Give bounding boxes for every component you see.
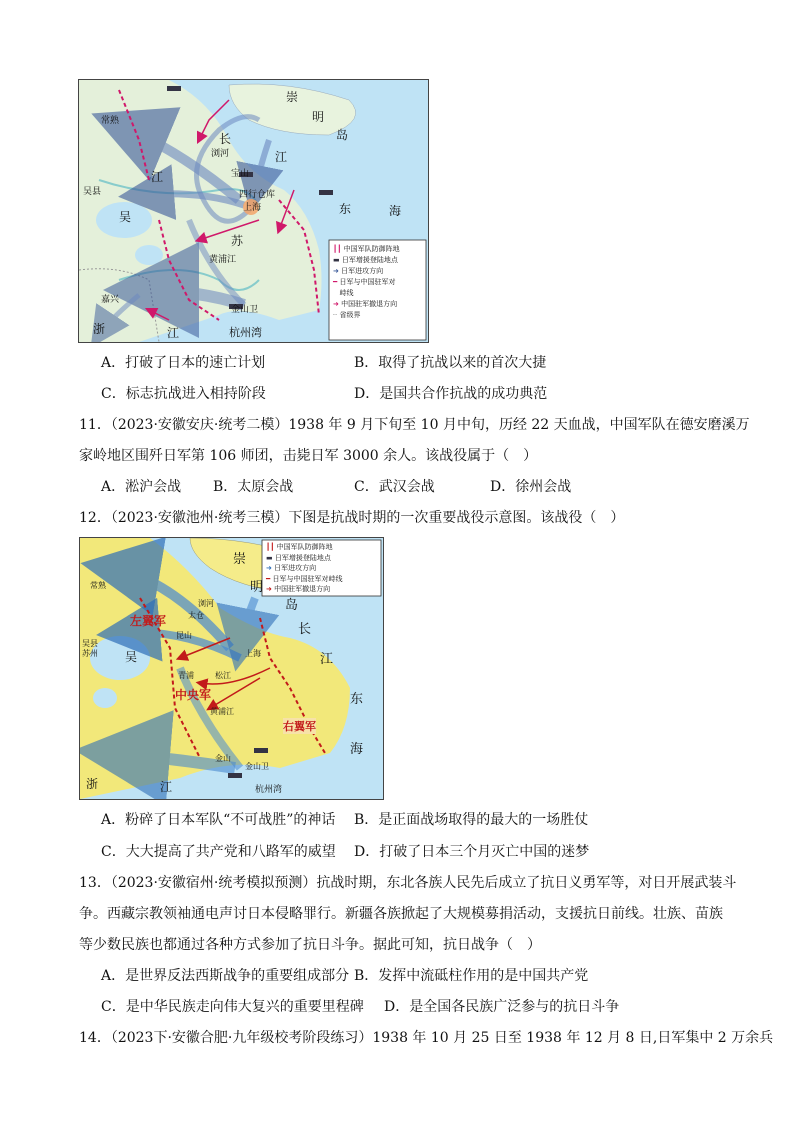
- map2-label-chang: 长: [298, 622, 312, 637]
- map-label-ming: 明: [312, 110, 325, 124]
- q12-option-d: D．打破了日本三个月灭亡中国的迷梦: [354, 844, 590, 860]
- q13-stem-line1: 13．（2023·安徽宿州·统考模拟预测）抗战时期，东北各族人民先后成立了抗日义勇军等，对日开展武装斗: [79, 875, 737, 891]
- map2-label-jinshanwei: 金山卫: [245, 762, 269, 771]
- map2-label-qingpu: 青浦: [178, 671, 194, 680]
- legend-text: 中国驻军撤退方向: [341, 300, 398, 308]
- map2-label-suzhou: 苏州: [82, 649, 98, 658]
- legend-text: 中国驻军撤退方向: [274, 585, 331, 593]
- red-arrow-icon: ➜: [266, 585, 272, 593]
- defense-line-icon: ┃┃: [333, 245, 342, 253]
- map-label-zhe-jiang: 江: [167, 326, 180, 340]
- legend-row: [333, 266, 425, 277]
- q11-stem-line2: 家岭地区围歼日军第 106 师团，击毙日军 3000 余人。该战役属于（ ）: [79, 448, 538, 464]
- legend-row: [333, 299, 425, 310]
- map2-label-shanghai: 上海: [245, 649, 261, 658]
- ship-icon: ▬: [333, 256, 340, 264]
- map2-label-zhe-jiang: 江: [160, 780, 173, 794]
- legend-row: [333, 288, 425, 299]
- map2-label-dao: 岛: [285, 598, 299, 613]
- map2-label-chong: 崇: [233, 552, 247, 567]
- map2-label-jinshan: 金山: [215, 754, 231, 763]
- map-label-hai: 海: [389, 204, 402, 218]
- legend-row: [333, 310, 425, 321]
- map2-label-taicang: 太仓: [188, 611, 204, 620]
- map-label-hangzhouwan: 杭州湾: [229, 326, 262, 339]
- map2-label-kunshan: 昆山: [176, 631, 192, 640]
- map2-label-youyijun: 右翼军: [283, 720, 316, 733]
- legend-row: [266, 542, 380, 553]
- map-label-shanghai: 上海: [243, 203, 262, 213]
- map2-label-zhongyangjun: 中央军: [175, 688, 212, 702]
- legend-row: [266, 553, 380, 564]
- q13-option-b: B．发挥中流砥柱作用的是中国共产党: [354, 968, 589, 984]
- blue-arrow-icon: ➜: [333, 267, 339, 275]
- q12-option-a: A．粉碎了日本军队“不可战胜”的神话: [101, 812, 336, 828]
- map-label-liuhe: 浏河: [211, 149, 230, 159]
- battle-map-2: [79, 537, 384, 800]
- defense-line-icon: ┃┃: [266, 543, 275, 551]
- q12-option-c: C．大大提高了共产党和八路军的威望: [101, 844, 336, 860]
- red-arrow-icon: ➜: [333, 300, 339, 308]
- legend-row: [333, 244, 425, 255]
- legend-text: 日军进攻方向: [274, 564, 317, 572]
- legend-text: 日军增援登陆地点: [341, 256, 398, 264]
- map-label-baoshan: 宝山: [231, 169, 250, 179]
- q13-stem-line2: 争。西藏宗教领袖通电声讨日本侵略罪行。新疆各族掀起了大规模募捐活动，支援抗日前线。壮族、苗族: [79, 906, 723, 922]
- map2-label-zuoyijun: 左翼军: [130, 614, 167, 628]
- map-label-dao: 岛: [336, 128, 349, 142]
- map-label-jiaxing: 嘉兴: [101, 295, 120, 305]
- map2-label-hai: 海: [350, 742, 364, 757]
- legend-row: [333, 277, 425, 288]
- blue-arrow-icon: ➜: [266, 564, 272, 572]
- q11-option-c: C．武汉会战: [354, 479, 435, 495]
- map-label-wuxian: 吴县: [83, 187, 102, 197]
- legend-row: [266, 563, 380, 574]
- map2-label-ming: 明: [250, 580, 264, 595]
- q11-stem-line1: 11．（2023·安徽安庆·统考二模）1938 年 9 月下旬至 10 月中旬，历经 22 天血战，中国军队在德安磨溪万: [79, 417, 750, 433]
- q13-option-a: A．是世界反法西斯战争的重要组成部分: [101, 968, 350, 984]
- map1-legend: [333, 244, 425, 321]
- map-label-jinshanwei: 金山卫: [231, 305, 259, 315]
- map-label-sihang: 四行仓库: [239, 190, 276, 200]
- q11-option-d: D．徐州会战: [490, 479, 572, 495]
- map-label-wu: 吴: [119, 210, 132, 224]
- map-label-huangpu: 黄浦江: [209, 255, 237, 265]
- q13-stem-line3: 等少数民族也都通过各种方式参加了抗日斗争。据此可知，抗日战争（ ）: [79, 937, 541, 953]
- map2-legend: [266, 542, 380, 595]
- map2-label-hangzhou: 杭州湾: [255, 785, 283, 795]
- map2-label-wu: 吴: [125, 650, 138, 664]
- legend-text: 日军与中国驻军对: [339, 278, 396, 286]
- q14-stem-line1: 14．（2023下·安徽合肥·九年级校考阶段练习）1938 年 10 月 25 日至 1938 年 12 月 8 日,日军集中 2 万余兵: [79, 1030, 774, 1046]
- q11-option-b: B．太原会战: [213, 479, 294, 495]
- legend-text: 省级界: [339, 311, 361, 319]
- legend-row: [266, 574, 380, 585]
- legend-text: 中国军队防御阵地: [343, 245, 400, 253]
- legend-row: [266, 584, 380, 595]
- legend-text: 中国军队防御阵地: [276, 543, 333, 551]
- q13-option-d: D．是全国各民族广泛参与的抗日斗争: [384, 999, 620, 1015]
- legend-text: 日军进攻方向: [341, 267, 384, 275]
- battle-map-1: [78, 79, 429, 343]
- ship-icon: ▬: [266, 553, 273, 562]
- map2-label-dong: 东: [350, 692, 364, 707]
- legend-row: [333, 255, 425, 266]
- map2-label-wuxian: 吴县: [82, 639, 98, 648]
- map-label-dong: 东: [339, 202, 352, 216]
- dotted-line-icon: ┄: [333, 311, 338, 319]
- q13-option-c: C．是中华民族走向伟大复兴的重要里程碑: [101, 999, 364, 1015]
- map-label-su: 苏: [231, 234, 244, 248]
- map2-label-zhe: 浙: [86, 777, 99, 791]
- q12-option-b: B．是正面战场取得的最大的一场胜仗: [354, 812, 589, 828]
- map-label-chang: 长: [219, 132, 232, 146]
- q10-option-a: A．打破了日本的速亡计划: [101, 355, 266, 371]
- map-label-chong: 崇: [286, 90, 299, 104]
- map2-label-liuhe: 浏河: [198, 599, 214, 608]
- map-label-jiang-river: 江: [275, 150, 288, 164]
- map2-label-changshu: 常熟: [90, 581, 106, 590]
- q10-option-c: C．标志抗战进入相持阶段: [101, 386, 266, 402]
- map2-label-huangpu: 黄浦江: [210, 707, 234, 716]
- map-label-changshu: 常熟: [101, 116, 120, 126]
- map2-label-songjiang: 松江: [215, 671, 231, 680]
- legend-text: 日军与中国驻军对峙线: [272, 574, 343, 583]
- confront-line-icon: ━: [333, 278, 338, 286]
- q12-stem-line1: 12．（2023·安徽池州·统考三模）下图是抗战时期的一次重要战役示意图。该战役（ ）: [79, 510, 625, 526]
- legend-text: 日军增援登陆地点: [274, 553, 331, 562]
- q10-option-d: D．是国共合作抗战的成功典范: [354, 386, 548, 402]
- map-label-jiangsu-jiang: 江: [151, 170, 164, 184]
- q10-option-b: B．取得了抗战以来的首次大捷: [354, 355, 547, 371]
- map-label-zhe: 浙: [93, 322, 106, 336]
- legend-text: 峙线: [339, 289, 354, 297]
- q11-option-a: A．淞沪会战: [101, 479, 182, 495]
- map2-label-jiang: 江: [320, 652, 334, 667]
- confront-line-icon: ━: [266, 574, 271, 583]
